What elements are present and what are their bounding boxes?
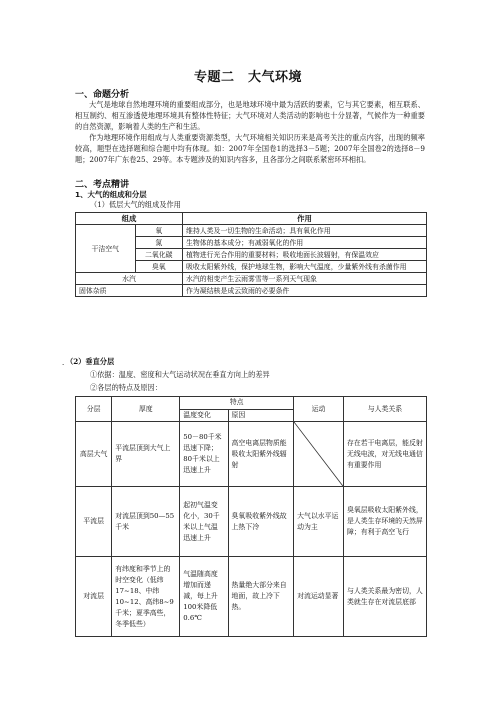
group-dry-air: 干洁空气 bbox=[76, 225, 136, 273]
col-header-function: 作用 bbox=[183, 213, 427, 225]
component-function: 吸收太阳紫外线，保护地球生物，影响大气温度，少量紫外线有杀菌作用 bbox=[183, 261, 427, 273]
col-header-feature: 特点 bbox=[180, 397, 294, 410]
component-function: 水汽的相变产生云雨雾雪等一系列天气现象 bbox=[183, 273, 427, 285]
col-header-thickness: 厚度 bbox=[112, 397, 180, 422]
component-function: 生物体的基本成分；有减弱氧化的作用 bbox=[183, 237, 427, 249]
layer-temp: 50－80千米迅速下降；80千米以上迅速上升 bbox=[180, 422, 228, 487]
document-page: 专题二 大气环境 一、命题分析 大气是地球自然地理环境的重要组成部分，也是地球环境中最为活跃的要素，它与其它要素，相互联系、相互制约、相互渗透使地理环境具有整体性特征；大气环境对人类活动的影响也十分显著，气候作为一种重要的自然资源，影响着人类的生产和生活。 作为地理环境作用组成与人类重要资源类型，大气环境相关知识历来是高考关注的重点内容，出现的频率较高，题型在选择题和综合题中均有体现。如：2007年全国卷1的选择3－5题；2007年全国卷2的选择8－9题；2007年广东卷25、29等。本专题涉及的知识内容多，且各部分之间联系紧密环环相扣。 二、考点精讲 1、大气的组成和分层 （1）低层大气的组成及作用 组成 作用 干洁空气 氧 维持人类及一切生物的生命活动；具有氧化作用 氮 生物体的基本成分；有减弱氧化的作用 二氧化碳 植物进行光合作用的重要材料；吸收地面长波辐射，有保温效应 臭氧 吸收太阳紫外线，保护地球生物，影响大气温度，少量紫外线有杀菌作用 水汽 水汽的相变产生云雨雾雪等一系列天气现象 固体杂质 作为凝结核是成云致雨的必要条件 . （2）垂直分层 ①依据：温度、密度和大气运动状况在垂直方向上的差异 ②各层的特点及原因： 分层 厚度 特点 运动 与人类关系 温度变化 原因 高层大气 平流层顶到大气上界 50－80千米迅速下降；80千米以上迅速上升 高空电离层物质能吸收太阳紫外线辐射 存在若干电离层，能反射无线电波，对无线电通信有重要作用 平流层 对流层顶到50—55千米 起初气温变化小，30千米以上气温迅速上升 臭氧吸收紫外线故上热下冷 大气以水平运动为主 臭氧层吸收太阳紫外线，是人类生存环境的天然屏障；有利于高空飞行 对流层 有纬度和季节上的时空变化（低纬17~18、中纬10~12、高纬8~9千米；夏季高些，冬季低些） 气温随高度增加而递减，每上升100米降低0.6℃ 热量绝大部分来自地面，故上冷下热。 对流运动显著 与人类关系最为密切，人类就生存在对流层底部 bbox=[0, 0, 496, 702]
layer-thickness: 有纬度和季节上的时空变化（低纬17~18、中纬10~12、高纬8~9千米；夏季高些，冬季低些） bbox=[112, 557, 180, 637]
paragraph-intro: 大气是地球自然地理环境的重要组成部分，也是地球环境中最为活跃的要素，它与其它要素，相互联系、相互制约、相互渗透使地理环境具有整体性特征；大气环境对人类活动的影响也十分显著，气候作为一种重要的自然资源，影响着人类的生产和生活。 bbox=[75, 100, 425, 131]
layer-thickness: 平流层顶到大气上界 bbox=[112, 422, 180, 487]
layer-motion: 大气以水平运动为主 bbox=[294, 487, 344, 557]
component-function: 作为凝结核是成云致雨的必要条件 bbox=[183, 285, 427, 297]
basis-text: ①依据：温度、密度和大气运动状况在垂直方向上的差异 bbox=[90, 370, 270, 379]
component-name: 固体杂质 bbox=[76, 285, 183, 297]
layer-name: 对流层 bbox=[76, 557, 112, 637]
section-heading-points: 二、考点精讲 bbox=[75, 180, 130, 190]
layer-temp: 气温随高度增加而递减，每上升100米降低0.6℃ bbox=[180, 557, 228, 637]
layer-reason: 热量绝大部分来自地面，故上冷下热。 bbox=[228, 557, 294, 637]
page-title: 专题二 大气环境 bbox=[193, 70, 302, 85]
component-name: 氧 bbox=[135, 225, 182, 237]
component-function: 维持人类及一切生物的生命活动；具有氧化作用 bbox=[183, 225, 427, 237]
layer-temp: 起初气温变化小，30千米以上气温迅速上升 bbox=[180, 487, 228, 557]
section-heading-analysis: 一、命题分析 bbox=[75, 90, 130, 100]
layer-name: 高层大气 bbox=[76, 422, 112, 487]
layer-reason: 臭氧吸收紫外线故上热下冷 bbox=[228, 487, 294, 557]
features-text: ②各层的特点及原因： bbox=[90, 383, 162, 392]
layers-table bbox=[75, 396, 427, 637]
layer-name: 平流层 bbox=[76, 487, 112, 557]
component-name: 水汽 bbox=[76, 273, 183, 285]
layer-reason: 高空电离层物质能吸收太阳紫外线辐射 bbox=[228, 422, 294, 487]
paragraph-exam: 作为地理环境作用组成与人类重要资源类型，大气环境相关知识历来是高考关注的重点内容，出现的频率较高，题型在选择题和综合题中均有体现。如：2007年全国卷1的选择3－5题；2007年全国卷2的选择8－9题；2007年广东卷25、29等。本专题涉及的知识内容多，且各部分之间联系紧密环环相扣。 bbox=[75, 133, 425, 164]
composition-table bbox=[75, 212, 427, 297]
col-header-layer: 分层 bbox=[76, 397, 112, 422]
layer-relation: 与人类关系最为密切，人类就生存在对流层底部 bbox=[343, 557, 426, 637]
subheading-vertical-layers: （2）垂直分层 bbox=[66, 357, 115, 366]
subheading-composition: 1、大气的组成和分层 bbox=[75, 190, 147, 199]
subheading-low-atmosphere: （1）低层大气的组成及作用 bbox=[90, 200, 181, 209]
col-header-relation: 与人类关系 bbox=[343, 397, 426, 422]
layer-thickness: 对流层顶到50—55千米 bbox=[112, 487, 180, 557]
layer-motion: 对流运动显著 bbox=[294, 557, 344, 637]
col-header-motion: 运动 bbox=[294, 397, 344, 422]
col-header-reason: 原因 bbox=[228, 409, 294, 422]
component-name: 臭氧 bbox=[135, 261, 182, 273]
component-name: 氮 bbox=[135, 237, 182, 249]
component-function: 植物进行光合作用的重要材料；吸收地面长波辐射，有保温效应 bbox=[183, 249, 427, 261]
col-header-composition: 组成 bbox=[76, 213, 183, 225]
layer-motion-empty bbox=[294, 422, 344, 487]
col-header-temp: 温度变化 bbox=[180, 409, 228, 422]
layer-relation: 存在若干电离层，能反射无线电波，对无线电通信有重要作用 bbox=[343, 422, 426, 487]
component-name: 二氧化碳 bbox=[135, 249, 182, 261]
diagonal-line-icon bbox=[294, 422, 343, 486]
layer-relation: 臭氧层吸收太阳紫外线，是人类生存环境的天然屏障；有利于高空飞行 bbox=[343, 487, 426, 557]
